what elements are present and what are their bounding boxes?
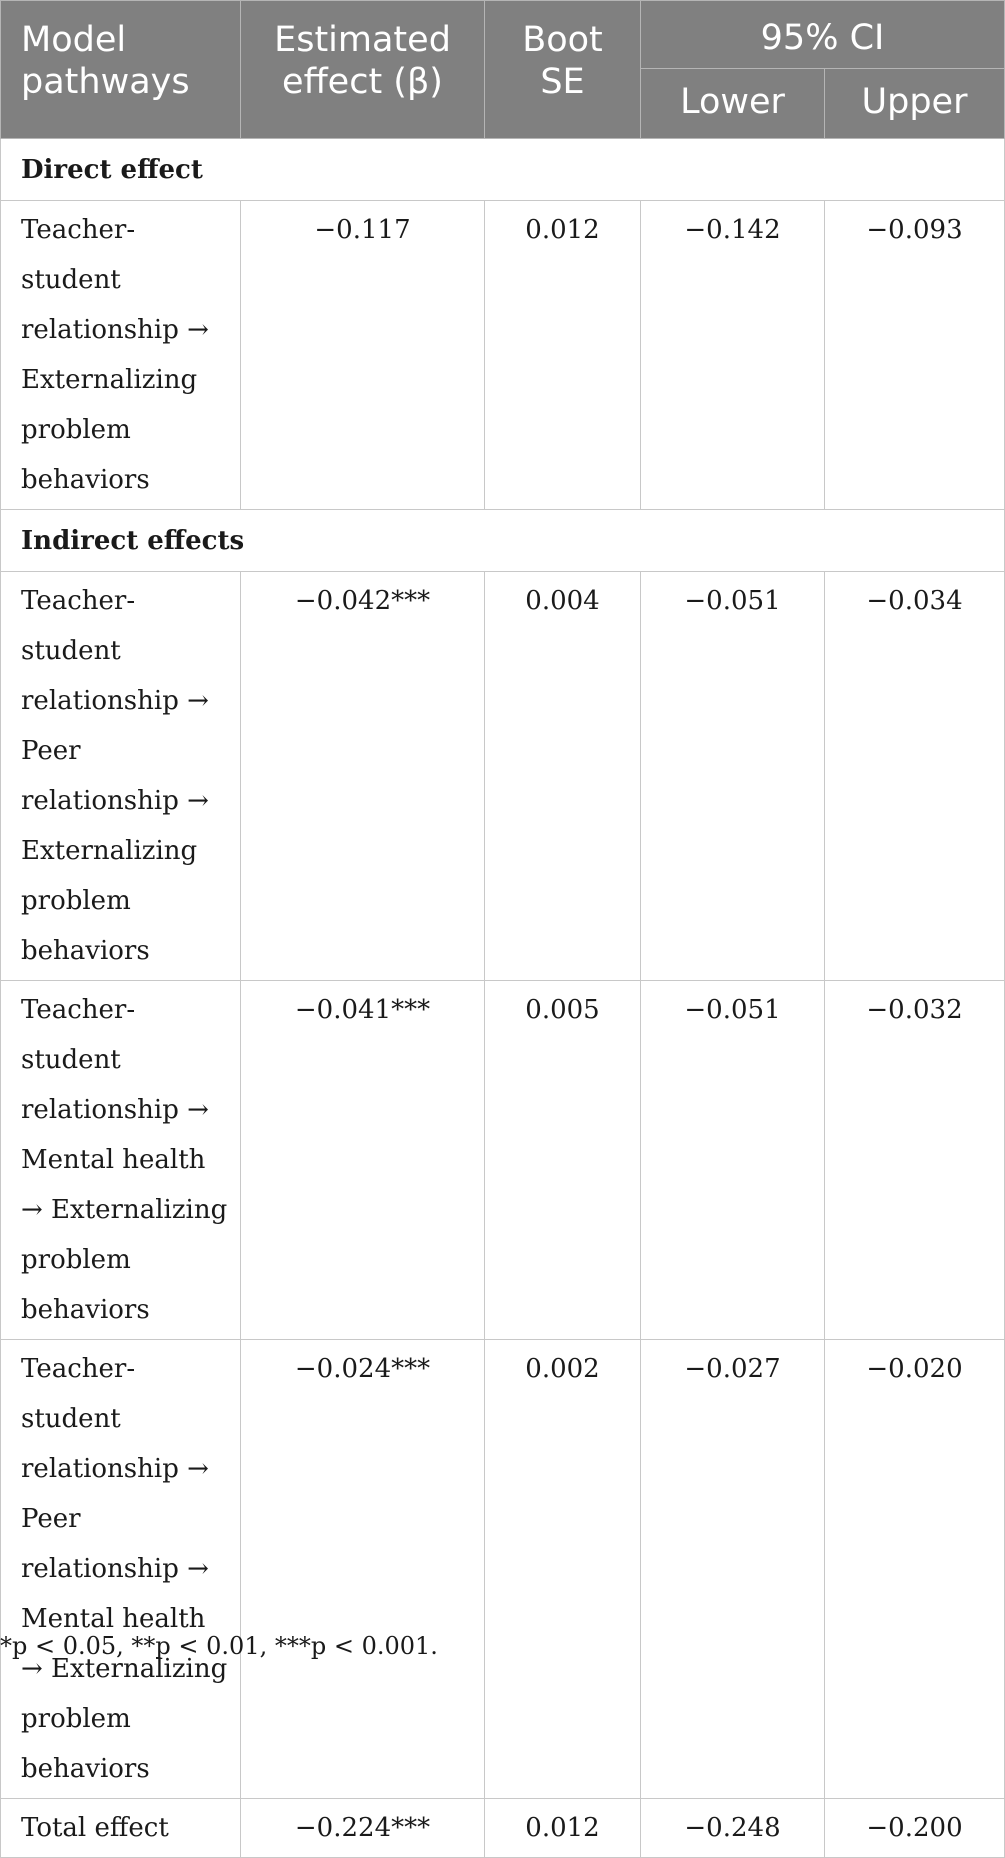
effect-cell: −0.224*** — [241, 1799, 485, 1858]
pathway-cell: Teacher-student relationship → Peer relationship → Mental health → Externalizing problem behaviors — [1, 1340, 241, 1799]
section-label-direct: Direct effect — [1, 139, 1005, 201]
header-ci-lower: Lower — [641, 69, 825, 139]
ci-lower-cell: −0.027 — [641, 1340, 825, 1799]
table-row — [1, 201, 1005, 510]
significance-footnote: *p < 0.05, **p < 0.01, ***p < 0.001. — [0, 1632, 438, 1660]
ci-lower-cell: −0.142 — [641, 201, 825, 510]
section-row-indirect — [1, 510, 1005, 572]
section-row-direct — [1, 139, 1005, 201]
section-label-indirect: Indirect effects — [1, 510, 1005, 572]
se-cell: 0.012 — [485, 1799, 641, 1858]
ci-upper-cell: −0.032 — [825, 981, 1005, 1340]
ci-upper-cell: −0.034 — [825, 572, 1005, 981]
ci-upper-cell: −0.020 — [825, 1340, 1005, 1799]
ci-upper-cell: −0.200 — [825, 1799, 1005, 1858]
pathway-cell: Teacher-student relationship → Externalizing problem behaviors — [1, 201, 241, 510]
table-row — [1, 981, 1005, 1340]
pathway-cell: Total effect — [1, 1799, 241, 1858]
table-body — [1, 139, 1005, 1858]
ci-lower-cell: −0.051 — [641, 981, 825, 1340]
ci-lower-cell: −0.051 — [641, 572, 825, 981]
effect-cell: −0.041*** — [241, 981, 485, 1340]
ci-lower-cell: −0.248 — [641, 1799, 825, 1858]
se-cell: 0.004 — [485, 572, 641, 981]
pathway-cell: Teacher-student relationship → Mental health → Externalizing problem behaviors — [1, 981, 241, 1340]
se-cell: 0.012 — [485, 201, 641, 510]
effect-cell: −0.117 — [241, 201, 485, 510]
pathway-cell: Teacher-student relationship → Peer relationship → Externalizing problem behaviors — [1, 572, 241, 981]
effect-cell: −0.024*** — [241, 1340, 485, 1799]
header-95-ci: 95% CI — [641, 1, 1005, 69]
header-model-pathways: Model pathways — [1, 1, 241, 139]
effect-cell: −0.042*** — [241, 572, 485, 981]
table-row — [1, 1340, 1005, 1799]
table-row — [1, 572, 1005, 981]
table-row-total — [1, 1799, 1005, 1858]
se-cell: 0.002 — [485, 1340, 641, 1799]
ci-upper-cell: −0.093 — [825, 201, 1005, 510]
header-boot-se: Boot SE — [485, 1, 641, 139]
se-cell: 0.005 — [485, 981, 641, 1340]
table-header — [1, 1, 1005, 139]
header-ci-upper: Upper — [825, 69, 1005, 139]
header-estimated-effect: Estimated effect (β) — [241, 1, 485, 139]
